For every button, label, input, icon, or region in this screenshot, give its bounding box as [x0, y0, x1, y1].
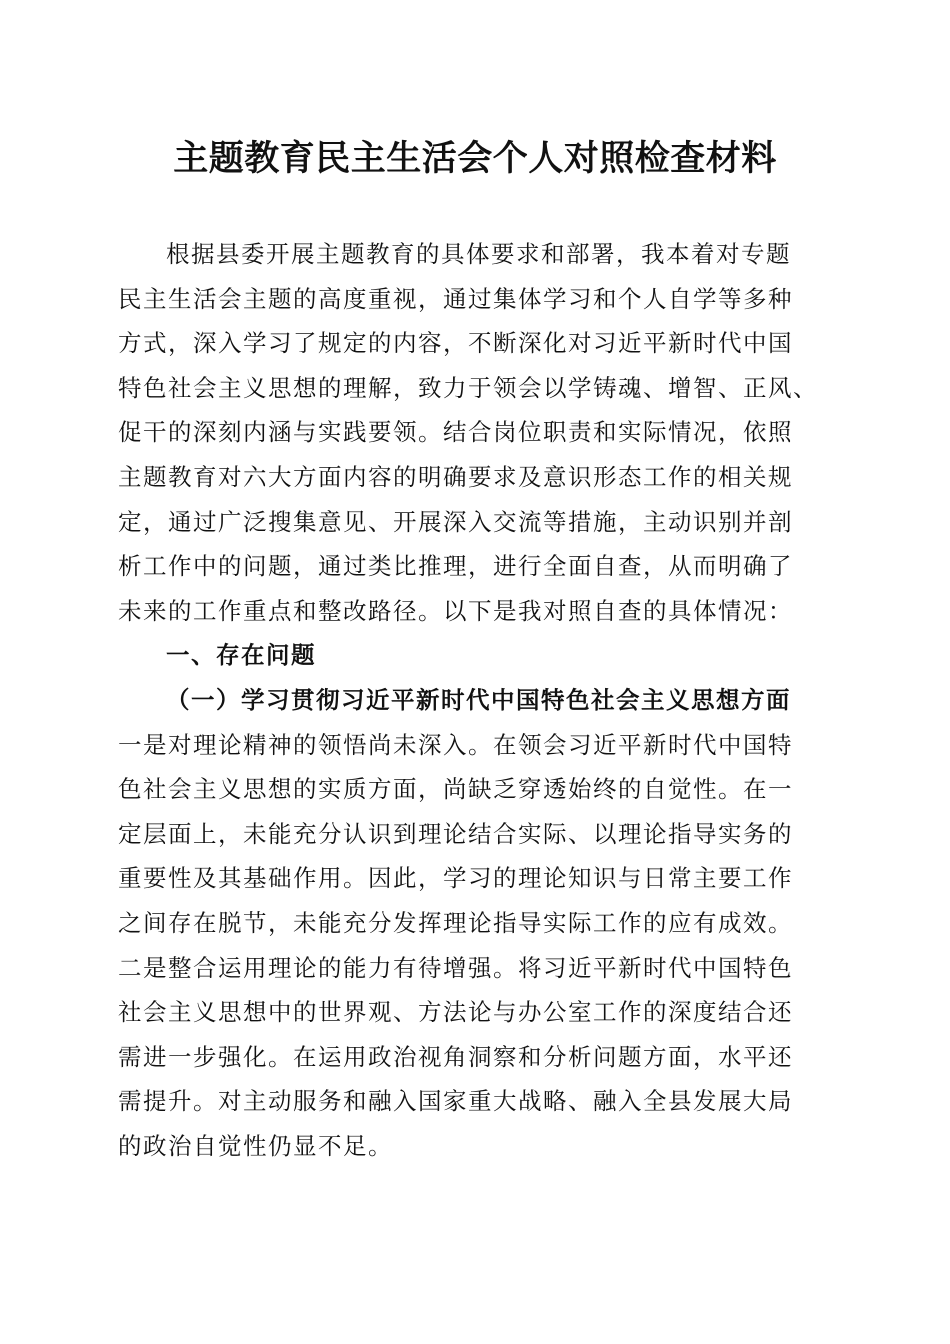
paragraph-line: 方式，深入学习了规定的内容，不断深化对习近平新时代中国 — [118, 329, 793, 358]
document-body — [118, 232, 838, 1168]
paragraph-line: 未来的工作重点和整改路径。以下是我对照自查的具体情况： — [118, 596, 793, 625]
paragraph-line: 需提升。对主动服务和融入国家重大战略、融入全县发展大局 — [118, 1087, 793, 1116]
section-heading: 一、存在问题 — [166, 641, 316, 670]
paragraph-line: 民主生活会主题的高度重视，通过集体学习和个人自学等多种 — [118, 284, 793, 313]
paragraph-line: 特色社会主义思想的理解，致力于领会以学铸魂、增智、正风、 — [118, 373, 818, 402]
paragraph-line: 析工作中的问题，通过类比推理，进行全面自查，从而明确了 — [118, 552, 793, 581]
paragraph-line: 促干的深刻内涵与实践要领。结合岗位职责和实际情况，依照 — [118, 418, 793, 447]
subsection-heading: （一）学习贯彻习近平新时代中国特色社会主义思想方面 — [166, 685, 791, 714]
paragraph-line: 主题教育对六大方面内容的明确要求及意识形态工作的相关规 — [118, 462, 793, 491]
paragraph-line: 定，通过广泛搜集意见、开展深入交流等措施，主动识别并剖 — [118, 507, 793, 536]
paragraph-line: 根据县委开展主题教育的具体要求和部署，我本着对专题 — [166, 240, 791, 268]
paragraph-line: 的政治自觉性仍显不足。 — [118, 1131, 393, 1160]
paragraph-line: 重要性及其基础作用。因此，学习的理论知识与日常主要工作 — [118, 864, 793, 893]
paragraph-line: 定层面上，未能充分认识到理论结合实际、以理论指导实务的 — [118, 819, 793, 848]
paragraph-line: 二是整合运用理论的能力有待增强。将习近平新时代中国特色 — [118, 953, 793, 982]
paragraph-line: 色社会主义思想的实质方面，尚缺乏穿透始终的自觉性。在一 — [118, 775, 793, 804]
paragraph-line: 之间存在脱节，未能充分发挥理论指导实际工作的应有成效。 — [118, 908, 793, 937]
paragraph-line: 社会主义思想中的世界观、方法论与办公室工作的深度结合还 — [118, 998, 793, 1027]
paragraph-line: 一是对理论精神的领悟尚未深入。在领会习近平新时代中国特 — [118, 730, 793, 759]
paragraph-line: 需进一步强化。在运用政治视角洞察和分析问题方面，水平还 — [118, 1042, 793, 1071]
document-title: 主题教育民主生活会个人对照检查材料 — [173, 138, 777, 179]
